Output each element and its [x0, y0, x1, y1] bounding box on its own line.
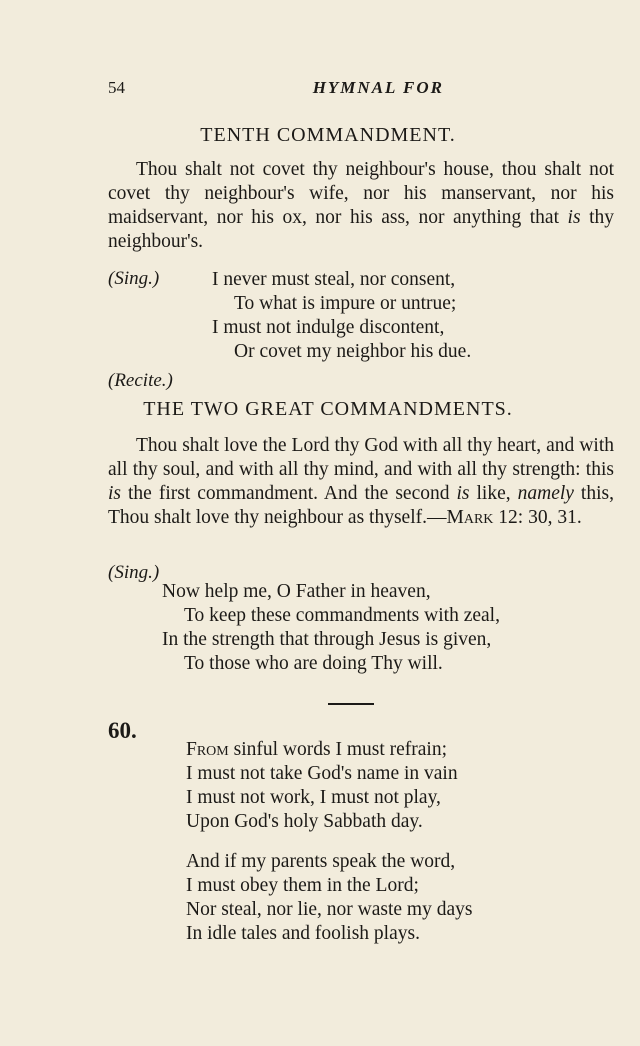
hymn-first-word: From	[186, 739, 229, 760]
verse-line	[186, 738, 458, 762]
verse-line-rest: sinful words I must refrain;	[228, 739, 448, 760]
verse-line: In the strength that through Jesus is given,	[162, 629, 492, 650]
is-word: is	[456, 483, 470, 504]
is-word: is	[108, 483, 122, 504]
section-divider	[328, 703, 374, 705]
running-head	[108, 78, 444, 102]
tenth-text-part: Thou shalt not covet thy neighbour's house, thou shalt not covet thy neighbour's wife, nor his manservant, nor his maidservant, nor his ox, nor his ass, nor anything that	[108, 159, 614, 228]
two-great-text-part: the first commandment. And the second	[121, 483, 457, 504]
verse-line: I must not take God's name in vain	[186, 763, 458, 784]
two-great-text-part: Thou shalt love the Lord thy God with all thy heart, and with all thy soul, and with all thy mind, and with all thy strength: this	[108, 435, 614, 480]
verse-line: Now help me, O Father in heaven,	[162, 581, 431, 602]
verse-line: I must obey them in the Lord;	[186, 875, 419, 896]
verse-line: I must not work, I must not play,	[186, 787, 441, 808]
two-great-commandments-text	[108, 434, 614, 530]
recite-direction: (Recite.)	[108, 370, 173, 391]
tenth-commandment-heading: TENTH COMMANDMENT.	[200, 124, 456, 146]
tenth-is-word: is	[567, 207, 581, 228]
two-great-verse	[162, 580, 500, 676]
hymn-stanza-2	[186, 850, 472, 946]
verse-line: And if my parents speak the word,	[186, 851, 456, 872]
scripture-reference-verse: 12: 30, 31.	[493, 507, 582, 528]
namely-word: namely	[517, 483, 574, 504]
page-number: 54	[108, 78, 125, 97]
verse-line: In idle tales and foolish plays.	[186, 923, 420, 944]
verse-line: I must not indulge discontent,	[212, 317, 445, 338]
two-great-text-part: this, Thou shalt love thy neighbour as thyself.—	[108, 483, 614, 528]
verse-line: To those who are doing Thy will.	[184, 653, 443, 674]
hymn-number: 60.	[108, 718, 137, 743]
two-great-commandments-heading: THE TWO GREAT COMMANDMENTS.	[143, 398, 513, 420]
tenth-verse	[212, 268, 471, 364]
verse-line: Nor steal, nor lie, nor waste my days	[186, 899, 473, 920]
scripture-reference-book: Mark	[446, 507, 494, 528]
running-title: HYMNAL FOR	[312, 78, 444, 97]
tenth-text-part: thy neighbour's.	[108, 207, 614, 252]
hymn-stanza-1	[186, 738, 458, 834]
verse-line: To what is impure or untrue;	[234, 293, 457, 314]
verse-line: To keep these commandments with zeal,	[184, 605, 500, 626]
tenth-commandment-text	[108, 158, 614, 254]
two-great-text-part: like,	[469, 483, 518, 504]
verse-line: I never must steal, nor consent,	[212, 269, 456, 290]
sing-direction: (Sing.)	[108, 268, 160, 289]
verse-line: Upon God's holy Sabbath day.	[186, 811, 423, 832]
verse-line: Or covet my neighbor his due.	[234, 341, 472, 362]
sing-direction: (Sing.)	[108, 562, 160, 583]
